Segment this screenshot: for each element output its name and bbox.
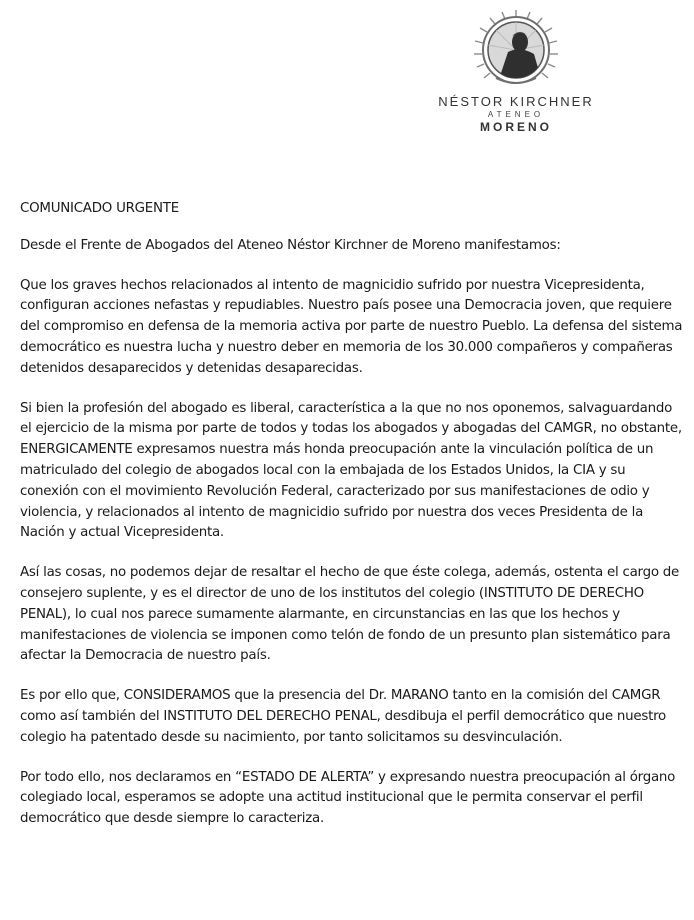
paragraph-1: Que los graves hechos relacionados al intento de magnicidio sufrido por nuestra Vicepresidenta, configuran acciones nefastas y repudiables. Nuestro país posee una Democracia joven, que requiere del compromiso en defensa de la memoria activa por parte de nuestro Pueblo. La defensa del sistema democrático es nuestra lucha y nuestro deber en memoria de los 30.000 compañeros y compañeras detenidos desaparecidos y detenidas desaparecidas. bbox=[20, 277, 683, 376]
paragraph-5: Por todo ello, nos declaramos en “ESTADO DE ALERTA” y expresando nuestra preocupación al órgano colegiado local, esperamos se adopte una actitud institucional que le permita conservar el perfil democrático que desde siempre lo caracteriza. bbox=[20, 769, 676, 827]
logo-subtitle: ATENEO bbox=[487, 110, 545, 119]
document-body bbox=[20, 199, 684, 849]
paragraph-2: Si bien la profesión del abogado es liberal, característica a la que no nos oponemos, salvaguardando el ejercicio de la misma por parte de todos y todas los abogados y abogadas del CAMGR, no obstante, ENERGICAMENTE expresamos nuestra más honda preocupación ante la vinculación política de un matriculado del colegio de abogados local con la embajada de los Estados Unidos, la CIA y su conexión con el movimiento Revolución Federal, caracterizado por sus manifestaciones de odio y violencia, y relacionados al intento de magnicidio sufrido por nuestra dos veces Presidenta de la Nación y actual Vicepresidenta. bbox=[20, 400, 682, 541]
paragraph-3: Así las cosas, no podemos dejar de resaltar el hecho de que éste colega, además, ostenta el cargo de consejero suplente, y es el director de uno de los institutos del colegio (INSTITUTO DE DERECHO PENAL), lo cual nos parece sumamente alarmante, en circunstancias en las que los hechos y manifestaciones de violencia se imponen como telón de fondo de un presunto plan sistemático para afectar la Democracia de nuestro país. bbox=[20, 565, 680, 664]
logo-name: NÉSTOR KIRCHNER bbox=[438, 94, 594, 109]
paragraph-4: Es por ello que, CONSIDERAMOS que la presencia del Dr. MARANO tanto en la comisión del CAMGR como así también del INSTITUTO DEL DERECHO PENAL, desdibuja el perfil democrático que nuestro colegio ha patentado desde su nacimiento, por tanto solicitamos su desvinculación. bbox=[20, 688, 666, 745]
seal-emblem-icon bbox=[468, 8, 564, 92]
document-heading: COMUNICADO URGENTE bbox=[20, 201, 179, 216]
intro-paragraph: Desde el Frente de Abogados del Ateneo Néstor Kirchner de Moreno manifestamos: bbox=[20, 237, 561, 253]
ateneo-logo bbox=[438, 8, 594, 136]
logo-city: MORENO bbox=[480, 120, 552, 134]
